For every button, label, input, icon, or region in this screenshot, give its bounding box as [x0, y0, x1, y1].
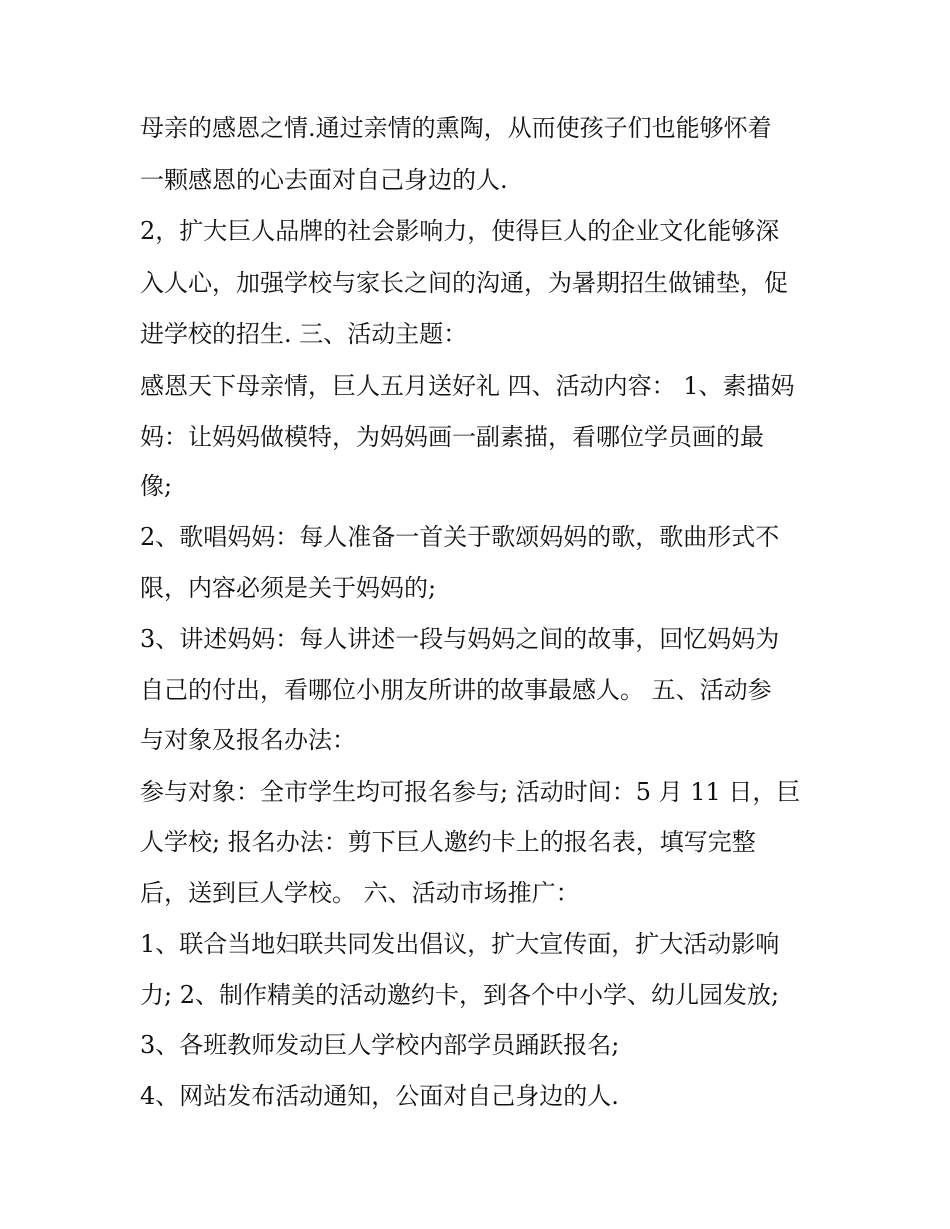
text-line: 4、网站发布活动通知，公面对自己身边的人. — [140, 1082, 619, 1110]
text-line: 妈：让妈妈做模特，为妈妈画一副素描，看哪位学员画的最 — [140, 423, 764, 451]
text-line: 自己的付出，看哪位小朋友所讲的故事最感人。 五、活动参 — [140, 676, 772, 704]
text-line: 2、歌唱妈妈：每人准备一首关于歌颂妈妈的歌，歌曲形式不 — [140, 523, 780, 551]
text-line: 像; — [140, 472, 173, 500]
text-line: 与对象及报名办法： — [140, 726, 356, 754]
text-line: 进学校的招生. 三、活动主题： — [140, 320, 468, 348]
text-line: 3、讲述妈妈：每人讲述一段与妈妈之间的故事，回忆妈妈为 — [140, 625, 780, 653]
text-line: 3、各班教师发动巨人学校内部学员踊跃报名; — [140, 1031, 620, 1059]
text-line: 后，送到巨人学校。 六、活动市场推广： — [140, 879, 580, 907]
text-line: 母亲的感恩之情.通过亲情的熏陶，从而使孩子们也能够怀着 — [140, 114, 772, 142]
text-line: 入人心，加强学校与家长之间的沟通，为暑期招生做铺垫，促 — [140, 269, 788, 297]
text-line: 感恩天下母亲情，巨人五月送好礼 四、活动内容： 1、素描妈 — [140, 372, 795, 400]
text-line: 一颗感恩的心去面对自己身边的人. — [140, 166, 508, 194]
text-line: 力; 2、制作精美的活动邀约卡，到各个中小学、幼儿园发放; — [140, 981, 780, 1009]
text-line: 限，内容必须是关于妈妈的; — [140, 574, 437, 602]
text-line: 1、联合当地妇联共同发出倡议，扩大宣传面，扩大活动影响 — [140, 930, 780, 958]
text-line: 2，扩大巨人品牌的社会影响力，使得巨人的企业文化能够深 — [140, 217, 780, 245]
text-line: 参与对象：全市学生均可报名参与; 活动时间：5 月 11 日，巨 — [140, 778, 801, 806]
text-line: 人学校; 报名办法：剪下巨人邀约卡上的报名表，填写完整 — [140, 828, 756, 856]
